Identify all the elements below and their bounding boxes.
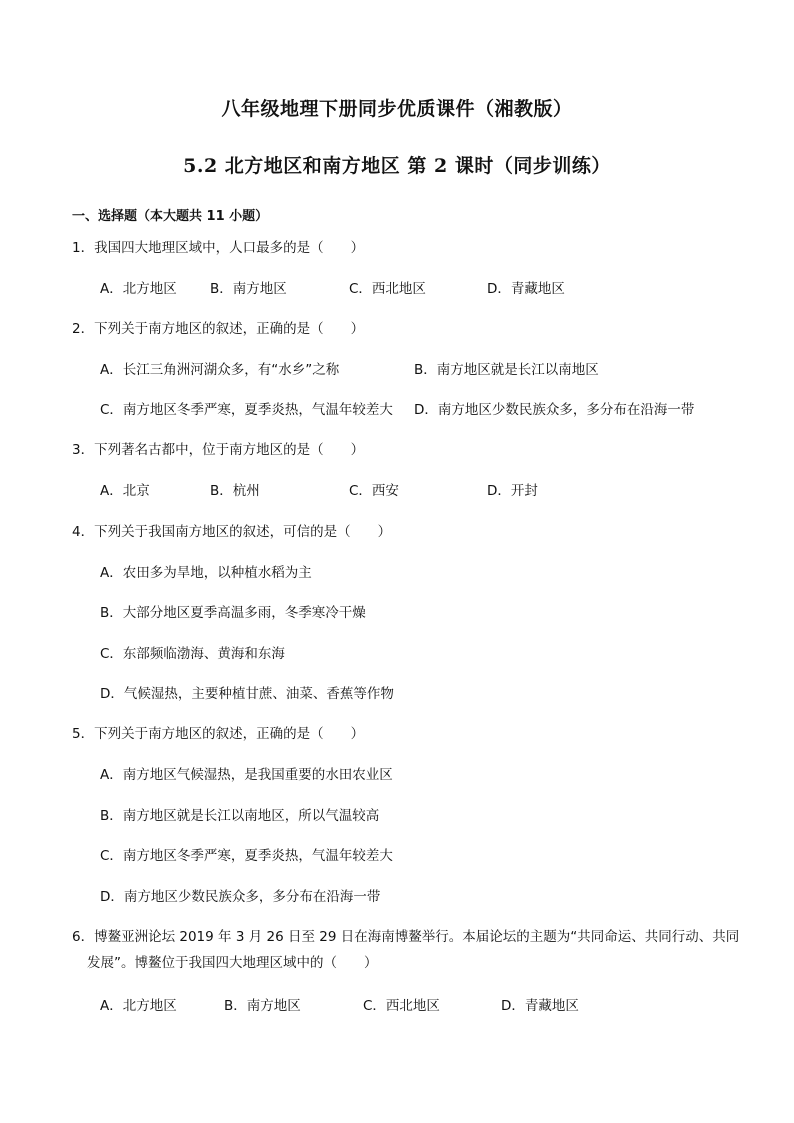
- question-stem: 6．博鳌亚洲论坛 2019 年 3 月 26 日至 29 日在海南博鳌举行。本届论坛的主题为“共同命运、共同行动、共同发展”。博鳌位于我国四大地理区域中的（ ）: [72, 929, 740, 971]
- question-3-option-a: A．北京: [100, 483, 150, 499]
- question-2: [72, 316, 732, 342]
- question-2-option-a: A．长江三角洲河湖众多，有“水乡”之称: [100, 362, 340, 378]
- question-4: [72, 519, 732, 545]
- question-3-option-b: B．杭州: [210, 483, 260, 499]
- question-5-option-a: A．南方地区气候湿热，是我国重要的水田农业区: [100, 767, 393, 783]
- section-heading: 一、选择题（本大题共 11 小题）: [72, 209, 269, 224]
- document-title: 八年级地理下册同步优质课件（湘教版）: [221, 98, 573, 120]
- question-2-option-c: C．南方地区冬季严寒，夏季炎热，气温年较差大: [100, 402, 393, 418]
- question-stem: 2．下列关于南方地区的叙述，正确的是（ ）: [72, 321, 365, 337]
- question-5-option-c: C．南方地区冬季严寒，夏季炎热，气温年较差大: [100, 848, 393, 864]
- question-6-option-c: C．西北地区: [363, 998, 440, 1014]
- question-3-option-d: D．开封: [487, 483, 538, 499]
- question-6-option-a: A．北方地区: [100, 998, 177, 1014]
- question-1-option-b: B．南方地区: [210, 281, 287, 297]
- question-5-option-d: D．南方地区少数民族众多，多分布在沿海一带: [100, 889, 381, 905]
- question-4-option-d: D．气候湿热，主要种植甘蔗、油菜、香蕉等作物: [100, 686, 394, 702]
- question-1: [72, 235, 732, 261]
- question-5-option-b: B．南方地区就是长江以南地区，所以气温较高: [100, 808, 380, 824]
- question-stem: 3．下列著名古都中，位于南方地区的是（ ）: [72, 442, 365, 458]
- question-1-option-c: C．西北地区: [349, 281, 426, 297]
- document-subtitle: 5.2 北方地区和南方地区 第 2 课时（同步训练）: [183, 155, 611, 177]
- question-2-option-b: B．南方地区就是长江以南地区: [414, 362, 599, 378]
- question-stem: 4．下列关于我国南方地区的叙述，可信的是（ ）: [72, 524, 392, 540]
- question-2-option-d: D．南方地区少数民族众多，多分布在沿海一带: [414, 402, 695, 418]
- question-6: [72, 924, 747, 976]
- question-1-option-d: D．青藏地区: [487, 281, 565, 297]
- question-4-option-a: A．农田多为旱地，以种植水稻为主: [100, 565, 312, 581]
- question-6-option-b: B．南方地区: [224, 998, 301, 1014]
- question-1-option-a: A．北方地区: [100, 281, 177, 297]
- question-5: [72, 721, 732, 747]
- question-3-option-c: C．西安: [349, 483, 399, 499]
- question-6-option-d: D．青藏地区: [501, 998, 579, 1014]
- question-stem: 5．下列关于南方地区的叙述，正确的是（ ）: [72, 726, 365, 742]
- question-3: [72, 437, 732, 463]
- question-stem: 1．我国四大地理区域中，人口最多的是（ ）: [72, 240, 365, 256]
- question-4-option-b: B．大部分地区夏季高温多雨，冬季寒冷干燥: [100, 605, 366, 621]
- question-4-option-c: C．东部频临渤海、黄海和东海: [100, 646, 285, 662]
